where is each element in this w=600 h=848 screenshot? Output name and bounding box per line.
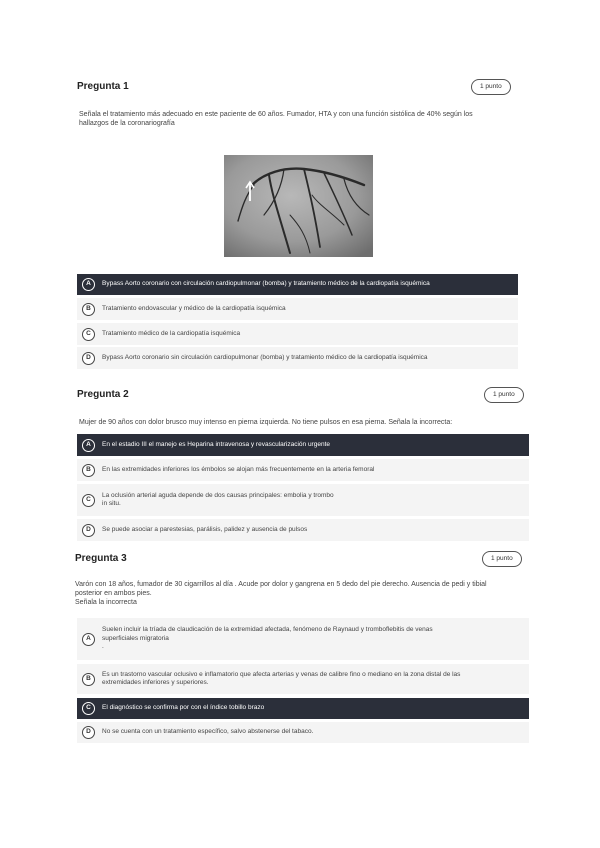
question-3-option-c[interactable]	[77, 698, 529, 719]
option-letter-d: D	[82, 352, 95, 365]
option-letter-b: B	[82, 673, 95, 686]
question-3-stem: Varón con 18 años, fumador de 30 cigarrillos al día . Acude por dolor y gangrena en 5 dedo del pie derecho. Ausencia de pedi y tibial posterior en ambos pies. Señala la incorrecta	[75, 581, 487, 606]
option-text: En las extremidades inferiores los émbolos se alojan más frecuentemente en la arteria femoral	[102, 465, 375, 473]
option-text: Bypass Aorto coronario con circulación cardiopulmonar (bomba) y tratamiento médico de la cardiopatía isquémica	[102, 280, 430, 288]
option-text: Tratamiento médico de la cardiopatía isquémica	[102, 329, 241, 337]
question-2-stem: Mujer de 90 años con dolor brusco muy intenso en pierna izquierda. No tiene pulsos en esa pierna. Señala la incorrecta:	[79, 419, 453, 426]
question-1-option-c[interactable]	[77, 323, 518, 345]
question-3-points-badge: 1 punto	[482, 551, 522, 567]
option-letter-b: B	[82, 464, 95, 477]
question-1-title: Pregunta 1	[77, 81, 129, 92]
question-3-option-d[interactable]	[77, 722, 529, 743]
option-text: No se cuenta con un tratamiento específico, salvo abstenerse del tabaco.	[102, 728, 314, 736]
option-letter-c: C	[82, 494, 95, 507]
question-2-option-c[interactable]	[77, 484, 529, 516]
option-letter-a: A	[82, 633, 95, 646]
question-2-option-d[interactable]	[77, 519, 529, 541]
option-letter-c: C	[82, 702, 95, 715]
option-letter-a: A	[82, 278, 95, 291]
option-text: Bypass Aorto coronario sin circulación cardiopulmonar (bomba) y tratamiento médico de la cardiopatía isquémica	[102, 353, 428, 361]
question-2-title: Pregunta 2	[77, 389, 129, 400]
question-1-option-a[interactable]	[77, 274, 518, 295]
option-text: En el estadio III el manejo es Heparina intravenosa y revascularización urgente	[102, 440, 330, 448]
option-letter-a: A	[82, 439, 95, 452]
option-letter-b: B	[82, 303, 95, 316]
option-letter-d: D	[82, 726, 95, 739]
question-1-points-badge: 1 punto	[471, 79, 511, 95]
option-text: La oclusión arterial aguda depende de dos causas principales: embolia y trombo in situ.	[102, 491, 334, 507]
question-3-option-a[interactable]	[77, 618, 529, 660]
question-3-title: Pregunta 3	[75, 553, 127, 564]
question-1-option-b[interactable]	[77, 298, 518, 320]
option-text: El diagnóstico se confirma por con el índice tobillo brazo	[102, 704, 265, 712]
option-text: Es un trastorno vascular oclusivo e inflamatorio que afecta arterias y venas de calibre fino o mediano en la zona distal de las extremidades inferiores y superiores.	[102, 670, 461, 686]
question-3-option-b[interactable]	[77, 664, 529, 694]
angiography-image	[224, 155, 373, 257]
question-1-stem: Señala el tratamiento más adecuado en este paciente de 60 años. Fumador, HTA y con una función sistólica de 40% según los hallazgos de la coronariografía	[79, 111, 473, 127]
question-2-option-a[interactable]	[77, 434, 529, 456]
option-letter-d: D	[82, 524, 95, 537]
option-text: Se puede asociar a parestesias, parálisis, palidez y ausencia de pulsos	[102, 525, 308, 533]
option-text: Suelen incluir la tríada de claudicación de la extremidad afectada, fenómeno de Raynaud y tromboflebitis de venas superficiales migratoria .	[102, 626, 433, 651]
question-2-option-b[interactable]	[77, 459, 529, 481]
option-letter-c: C	[82, 328, 95, 341]
option-text: Tratamiento endovascular y médico de la cardiopatía isquémica	[102, 304, 286, 312]
question-2-points-badge: 1 punto	[484, 387, 524, 403]
question-1-option-d[interactable]	[77, 347, 518, 369]
